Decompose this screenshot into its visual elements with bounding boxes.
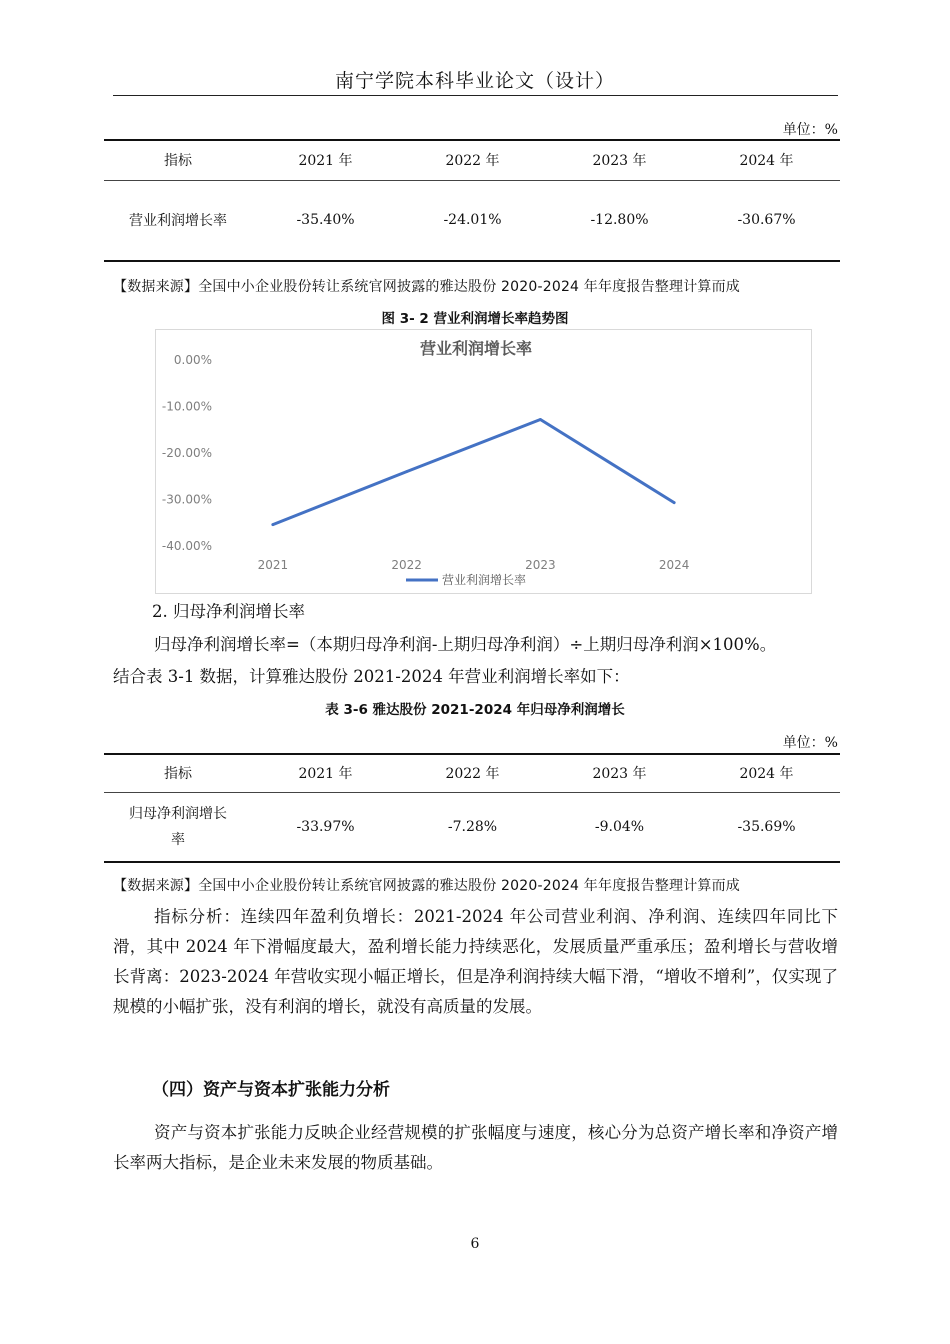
x-axis	[258, 558, 690, 572]
table1-header-indicator: 指标	[164, 153, 192, 170]
x-tick-label: 2021	[257, 558, 289, 572]
table1-cell-2024: -30.67%	[737, 212, 796, 229]
section-body: 资产与资本扩张能力反映企业经营规模的扩张幅度与速度，核心分为总资产增长率和净资产增长率两大指标，是企业未来发展的物质基础。	[113, 1123, 838, 1172]
page-number: 6	[470, 1236, 480, 1252]
line-chart	[156, 330, 811, 593]
y-tick-label: -20.00%	[161, 446, 212, 460]
data-point	[539, 418, 542, 421]
y-tick-label: -10.00%	[161, 399, 212, 414]
table1-data-source: 【数据来源】全国中小企业股份转让系统官网披露的雅达股份 2020-2024 年年度报告整理计算而成	[113, 279, 741, 295]
table2-cell-2024: -35.69%	[737, 818, 796, 835]
y-tick-label: -40.00%	[161, 539, 212, 553]
x-tick-label: 2023	[525, 558, 556, 572]
table2-header-2022: 2022 年	[445, 766, 500, 783]
chart-title: 营业利润增长率	[419, 339, 533, 358]
table1-cell-2022: -24.01%	[443, 212, 502, 229]
table1-header-2023: 2023 年	[592, 153, 647, 170]
table2-cell-2021: -33.97%	[296, 818, 355, 835]
analysis-paragraph: 指标分析：连续四年盈利负增长：2021-2024 年公司营业利润、净利润、连续四年同比下滑，其中 2024 年下滑幅度最大，盈利增长能力持续恶化，发展质量严重承压；盈利增长与营收增长背离：2023-2024 年营收实现小幅正增长，但是净利润持续大幅下滑，“增收不增利”，仅实现了规模的小幅扩张，没有利润的增长，就没有高质量的发展。	[113, 907, 838, 1016]
table2-row-label-line2: 率	[171, 831, 185, 848]
table2-cell-2023: -9.04%	[594, 818, 645, 835]
data-point	[405, 470, 408, 473]
section-heading: （四）资产与资本扩张能力分析	[152, 1080, 390, 1100]
subsection-heading: 2. 归母净利润增长率	[152, 602, 305, 621]
y-tick-label: -30.00%	[161, 492, 212, 507]
table2-header-indicator: 指标	[164, 766, 192, 783]
table1-row-label: 营业利润增长率	[129, 213, 227, 230]
table2-header-2024: 2024 年	[739, 766, 794, 783]
table2-row-label	[104, 792, 252, 862]
intro-paragraph: 结合表 3-1 数据，计算雅达股份 2021-2024 年营业利润增长率如下：	[113, 667, 630, 686]
x-tick-label: 2022	[391, 558, 422, 572]
table1-header-2021: 2021 年	[298, 153, 353, 170]
table2-caption: 表 3-6 雅达股份 2021-2024 年归母净利润增长	[325, 702, 625, 718]
table-operating-profit-growth	[104, 139, 840, 262]
chart-legend	[406, 572, 526, 587]
table1-unit: 单位：%	[782, 122, 838, 138]
y-tick-label: 0.00%	[173, 353, 212, 367]
y-axis	[162, 353, 212, 553]
data-point	[271, 523, 274, 526]
table2-header-2023: 2023 年	[592, 766, 647, 783]
series-line	[273, 420, 674, 525]
table2-row-label-line1: 归母净利润增长	[129, 805, 227, 822]
table2-header-2021: 2021 年	[298, 766, 353, 783]
table1-header-2024: 2024 年	[739, 153, 794, 170]
table1-cell-2023: -12.80%	[590, 212, 649, 229]
table2-data-source: 【数据来源】全国中小企业股份转让系统官网披露的雅达股份 2020-2024 年年度报告整理计算而成	[113, 878, 741, 894]
legend-label: 营业利润增长率	[442, 573, 527, 587]
table1-cell-2021: -35.40%	[296, 212, 355, 229]
figure-caption: 图 3- 2 营业利润增长率趋势图	[381, 311, 569, 327]
table2-cell-2022: -7.28%	[447, 818, 498, 835]
table1-header-2022: 2022 年	[445, 153, 500, 170]
formula-paragraph: 归母净利润增长率=（本期归母净利润-上期归母净利润）÷上期归母净利润×100%。	[154, 635, 777, 654]
table-net-profit-growth	[104, 753, 840, 863]
series-lines	[271, 418, 675, 526]
table2-unit: 单位：%	[782, 735, 838, 751]
x-tick-label: 2024	[658, 558, 690, 572]
data-point	[673, 501, 676, 504]
chart-container	[155, 329, 812, 594]
header-rule	[113, 95, 838, 96]
page-header-title: 南宁学院本科毕业论文（设计）	[334, 70, 615, 92]
